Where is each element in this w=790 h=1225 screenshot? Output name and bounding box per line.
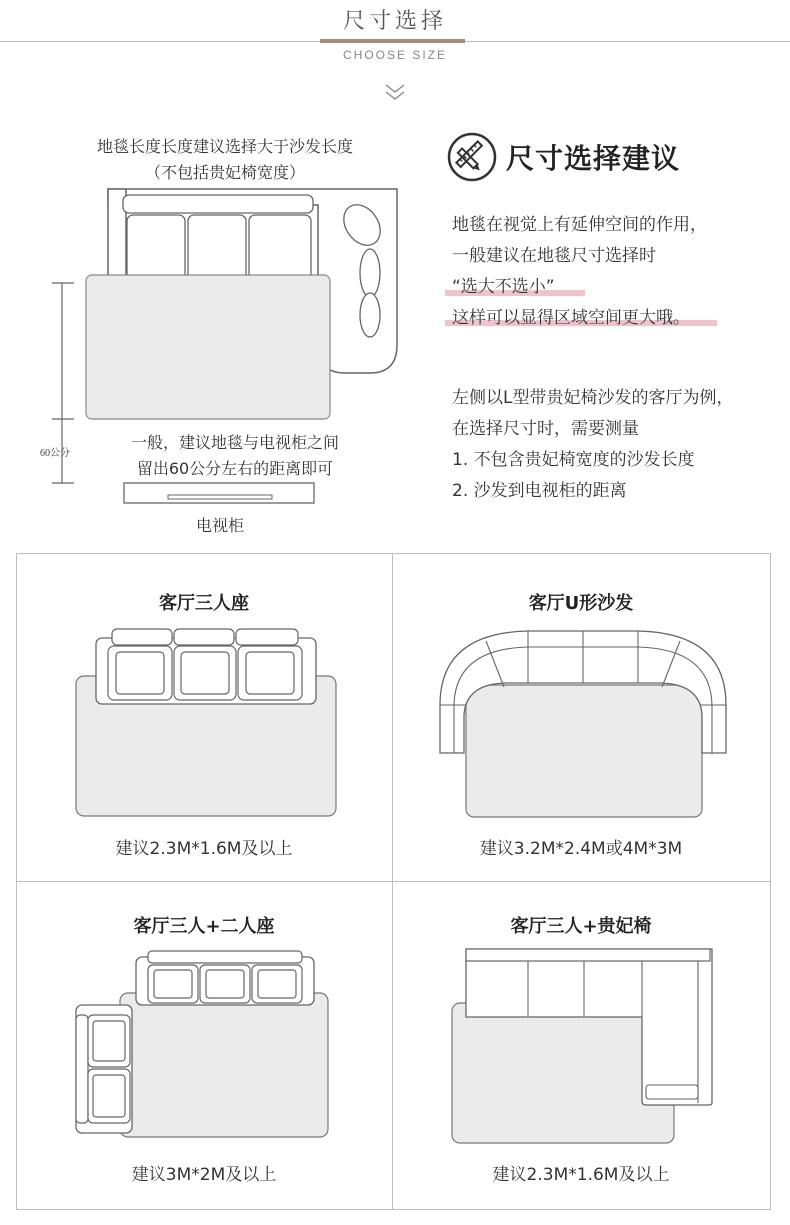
advice-title: 尺寸选择建议: [506, 142, 681, 175]
diagram-note-mid: [80, 430, 390, 482]
card-caption: 建议3.2M*2.4M或4M*3M: [479, 839, 683, 859]
card-title: 客厅三人+贵妃椅: [510, 916, 652, 937]
three-plus-two-sofa-diagram: [72, 945, 342, 1145]
three-seat-sofa-diagram: [60, 620, 350, 820]
card-caption: 建议3M*2M及以上: [131, 1165, 277, 1185]
sofa-back-cushion: [123, 195, 313, 213]
tv-cabinet: [124, 483, 314, 503]
diagram-note-mid-line2: 留出60公分左右的距离即可: [136, 459, 334, 478]
header-accent-bar: [320, 39, 465, 43]
three-plus-chaise-sofa-diagram: [450, 945, 720, 1145]
page-subtitle: CHOOSE SIZE: [342, 48, 447, 62]
card-caption: 建议2.3M*1.6M及以上: [492, 1165, 670, 1185]
card-title: 客厅U形沙发: [528, 593, 634, 614]
advice-paragraph-2: [452, 383, 733, 507]
chevron-down-icon: [383, 82, 407, 102]
card-title: 客厅三人座: [159, 593, 249, 614]
chaise-pillow: [360, 293, 380, 337]
page-title: 尺寸选择: [342, 9, 447, 34]
sofa-seat-cushion: [127, 215, 185, 281]
sofa-seat-cushion: [188, 215, 246, 281]
rug: [120, 993, 328, 1137]
advice-line: 一般建议在地毯尺寸选择时: [452, 246, 656, 266]
rug: [86, 275, 330, 419]
card-title: 客厅三人+二人座: [133, 916, 275, 937]
measure-label: 60公分: [40, 448, 70, 459]
diagram-note-top: [40, 134, 410, 186]
diagram-note-line1: 地毯长度长度建议选择大于沙发长度: [96, 137, 353, 156]
ruler-pencil-icon: [447, 132, 497, 182]
advice-paragraph-1: [452, 210, 707, 334]
sofa-seat-cushion: [249, 215, 311, 281]
advice-line: 1. 不包含贵妃椅宽度的沙发长度: [452, 450, 695, 470]
chaise-pillow: [360, 249, 380, 297]
card-caption: 建议2.3M*1.6M及以上: [115, 839, 293, 859]
advice-line-highlight: 这样可以显得区域空间更大哦。: [452, 308, 690, 328]
advice-line: 2. 沙发到电视柜的距离: [452, 481, 627, 501]
diagram-note-mid-line1: 一般，建议地毯与电视柜之间: [130, 433, 339, 452]
tv-cabinet-label: 电视柜: [195, 516, 244, 535]
advice-line: 在选择尺寸时，需要测量: [452, 419, 639, 439]
rug: [466, 685, 702, 817]
advice-line: 左侧以L型带贵妃椅沙发的客厅为例，: [452, 388, 734, 408]
advice-line: 地毯在视觉上有延伸空间的作用，: [452, 215, 707, 235]
rug: [452, 1003, 674, 1143]
u-shape-sofa-diagram: [438, 625, 728, 825]
diagram-note-line2: （不包括贵妃椅宽度）: [144, 163, 305, 182]
advice-line-highlight: “选大不选小”: [452, 277, 555, 297]
